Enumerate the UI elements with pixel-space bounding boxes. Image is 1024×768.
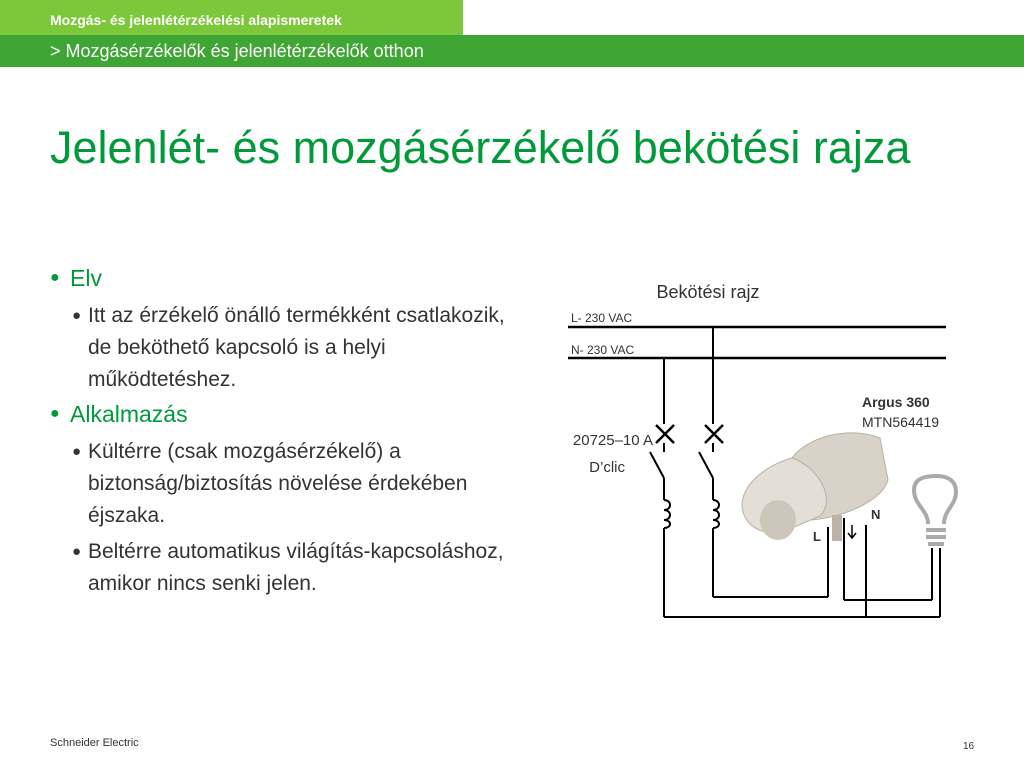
bullet-dot-icon: ●	[72, 307, 82, 324]
sub-bullet-text: Beltérre automatikus világítás-kapcsoláshoz, amikor nincs senki jelen.	[88, 540, 504, 595]
page-number: 16	[963, 741, 975, 752]
arrow-down-icon	[848, 525, 856, 538]
sub-bullet-text: Kültérre (csak mozgásérzékelő) a biztonság/biztosítás növelése érdekében éjszaka.	[88, 440, 468, 527]
bullet-dot-icon: ●	[50, 269, 60, 286]
section-title: Mozgás- és jelenlétérzékelési alapismeretek	[50, 12, 342, 28]
bullet-dot-icon: ●	[72, 543, 82, 560]
bullet-dot-icon: ●	[50, 405, 60, 422]
slide-title: Jelenlét- és mozgásérzékelő bekötési rajza	[50, 122, 911, 173]
subsection-title: > Mozgásérzékelők és jelenlétérzékelők otthon	[50, 41, 424, 61]
product-code: MTN564419	[862, 414, 940, 430]
bullet-label: Alkalmazás	[70, 401, 188, 427]
terminal-n-label: N	[871, 507, 881, 522]
terminal-l-label: L	[813, 529, 821, 544]
motion-sensor-icon	[742, 433, 888, 541]
bullet-dot-icon: ●	[72, 443, 82, 460]
sub-bullet-text: Itt az érzékelő önálló termékként csatlakozik, de beköthető kapcsoló is a helyi működtetéshez.	[88, 304, 505, 391]
footer-company: Schneider Electric	[50, 737, 139, 749]
product-name: Argus 360	[862, 394, 930, 410]
line-l-label: L- 230 VAC	[571, 311, 633, 325]
bullet-label: Elv	[70, 265, 102, 291]
breaker-name: D’clic	[589, 459, 625, 476]
line-n-label: N- 230 VAC	[571, 343, 635, 357]
diagram-title: Bekötési rajz	[656, 282, 760, 302]
breaker-rating: 20725–10 A	[572, 432, 653, 449]
light-bulb-icon	[914, 476, 956, 544]
